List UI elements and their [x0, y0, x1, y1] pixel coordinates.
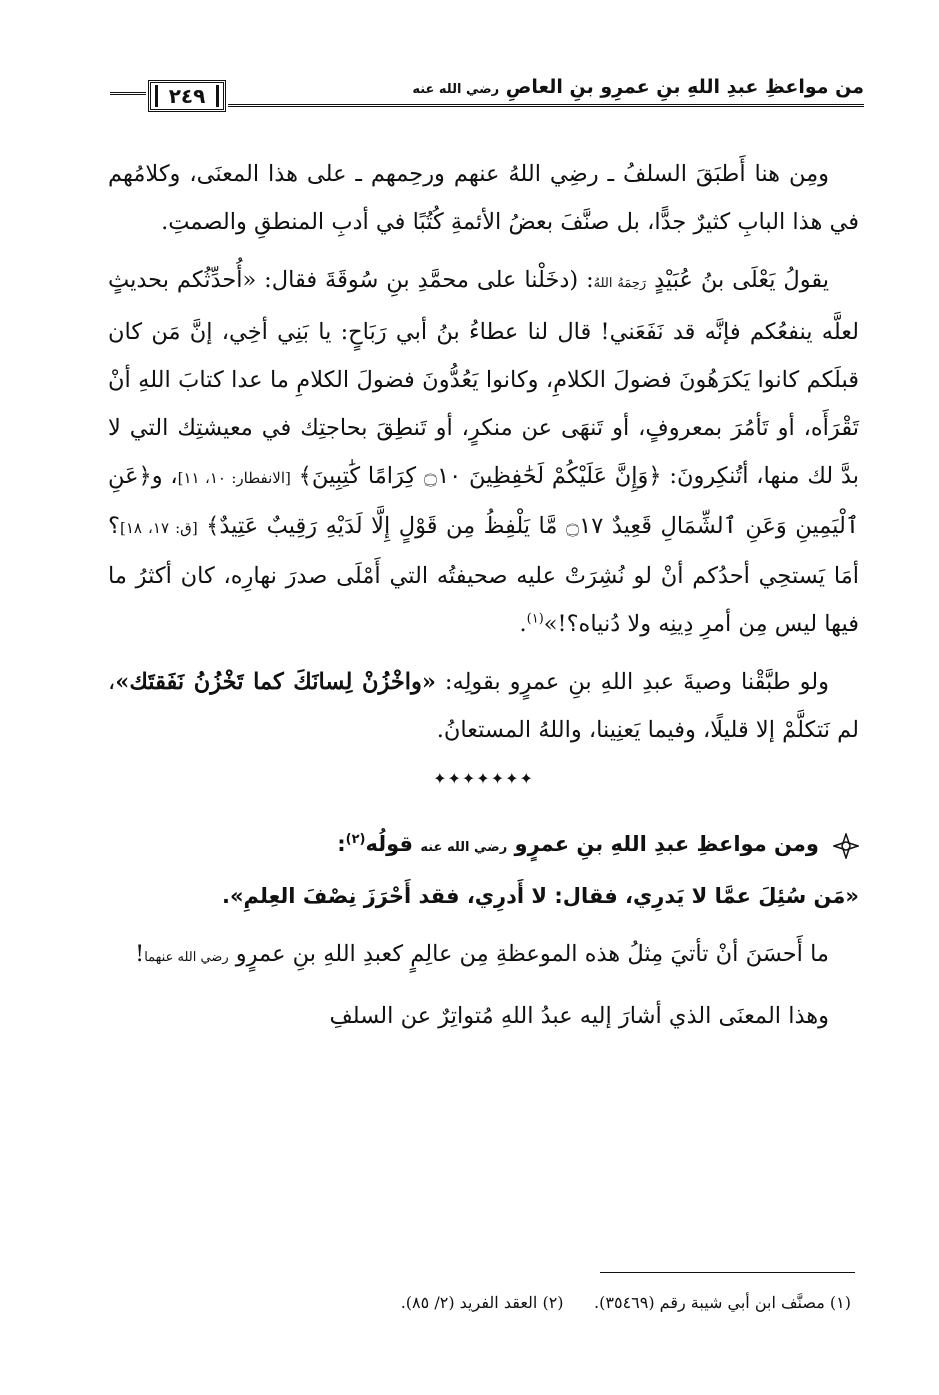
paragraph-1: ومِن هنا أَطبَقَ السلفُ ـ رضِي اللهُ عنهم ورحِمهم ـ على هذا المعنَى، وكلامُهم في هذا البابِ كثيرٌ جدًّا، بل صنَّفَ بعضُ الأئمةِ كُتُبًا في أدبِ المنطقِ والصمتِ. [108, 161, 859, 235]
page-number-box [148, 80, 226, 112]
main-text [108, 150, 859, 1050]
paragraph-5: وهذا المعنَى الذي أشارَ إليه عبدُ اللهِ مُتواتِرٌ عن السلفِ [329, 1003, 829, 1029]
section-heading-part: : [337, 832, 346, 856]
paragraph-2-part: يقولُ يَعْلَى بنُ عُبَيْدٍ [654, 267, 829, 293]
paragraph-2-part: ، و﴿عَنِ ٱلْيَمِينِ وَعَنِ ٱلشِّمَالِ قَعِيدٌ ۝١٧ مَّا يَلْفِظُ مِن قَوْلٍ إِلَّا لَدَيْهِ رَقِيبٌ عَتِيدٌ﴾ [108, 463, 860, 539]
header-rule-left [110, 92, 146, 99]
honorific-mark: رضي الله عنه [412, 82, 500, 97]
footnotes [110, 1290, 851, 1316]
paragraph-2 [108, 256, 859, 648]
rahimahu-mark: رَحِمَهُ اللهُ [593, 276, 647, 291]
footnote-marker: (٢) [345, 832, 366, 847]
section-heading [108, 820, 859, 872]
honorific-mark: رضي الله عنهما [144, 950, 229, 965]
paragraph-4-part: ما أَحسَنَ أنْ تأتيَ مِثلُ هذه الموعظةِ مِن عالِمٍ كعبدِ اللهِ بنِ عمرٍو [235, 941, 829, 967]
footnote-rule [600, 1272, 855, 1273]
page-number: ٢٤٩ [168, 84, 206, 108]
paragraph-2-part: : (دخَلْنا على محمَّدِ بنِ سُوقَةَ فقال: «أُحدِّثُكم بحديثٍ لعلَّه ينفعُكم فإنَّه قد نَفَعَني! قال لنا عطاءُ بنُ أبي رَبَاحٍ: يا بَنِي أخِي، إنَّ مَن كان قبلَكم كانوا يَكرَهُونَ فضولَ الكلامِ، وكانوا يَعُدُّونَ فضولَ الكلامِ ما عدا كتابَ اللهِ أنْ تَقْرَأَه، أو تَأمُرَ بمعروفٍ، أو تَنهَى عن منكرٍ، أو تَنطِقَ بحاجتِك في معيشتِك التي لا بدَّ لك منها، أتُنكِرونَ: ﴿وَإِنَّ عَلَيْكُمْ لَحَٰفِظِينَ ۝١٠ كِرَامًا كَٰتِبِينَ﴾ [108, 267, 860, 489]
bold-quote: «واخْزُنْ لِسانَكَ كما تَخْزُنُ نَفَقتَك» [115, 669, 436, 695]
honorific-mark: رضي الله عنه [420, 840, 508, 855]
paragraph-3 [108, 658, 859, 754]
footnote-marker: (١) [526, 611, 544, 627]
flower-ornament-icon [833, 833, 859, 859]
footnote-2: (٢) العقد الفريد (٢/ ٨٥). [400, 1293, 564, 1312]
paragraph-3-part: ولو طبَّقْنا وصيةَ عبدِ اللهِ بنِ عمرٍو بقولِه: [444, 669, 829, 695]
paragraph-4 [108, 930, 859, 982]
running-head [412, 76, 864, 98]
section-heading-part: ومن مواعظِ عبدِ اللهِ بنِ عمرٍو [514, 832, 819, 856]
ornament-divider: ✦✦✦✦✦✦✦ [433, 769, 534, 788]
paragraph-2-part: ؟ أمَا يَستحِي أحدُكم أنْ لو نُشِرَتْ عليه صحيفتُه التي أَمْلَى صدرَ نهارِه، كان أكثرُ ما فيها ليس مِن أمرِ دِينِه ولا دُنياه؟!» [108, 513, 859, 637]
running-head-title: من مواعظِ عبدِ اللهِ بنِ عمرِو بنِ العاصِ [505, 76, 864, 98]
quran-reference: [الانفطار: ١٠، ١١] [177, 469, 291, 487]
header-rule-right [228, 104, 864, 111]
section-heading-part: قولُه [365, 832, 414, 856]
paragraph-3-part: ، لم نَتكلَّمْ إلا قليلًا، وفيما يَعنِينا، واللهُ المستعانُ. [108, 669, 859, 743]
section-heading-text [337, 820, 819, 872]
paragraph-4-part: ! [135, 941, 145, 967]
footnote-1: (١) مصنَّف ابن أبي شيبة رقم (٣٥٤٦٩). [594, 1293, 851, 1312]
paragraph-2-part: . [519, 611, 527, 637]
section-quote: «مَن سُئِلَ عمَّا لا يَدرِي، فقال: لا أَدرِي، فقد أَحْرَزَ نِصْفَ العِلمِ». [221, 884, 859, 908]
page-header [110, 70, 864, 130]
quran-reference: [ق: ١٧، ١٨] [119, 519, 198, 537]
